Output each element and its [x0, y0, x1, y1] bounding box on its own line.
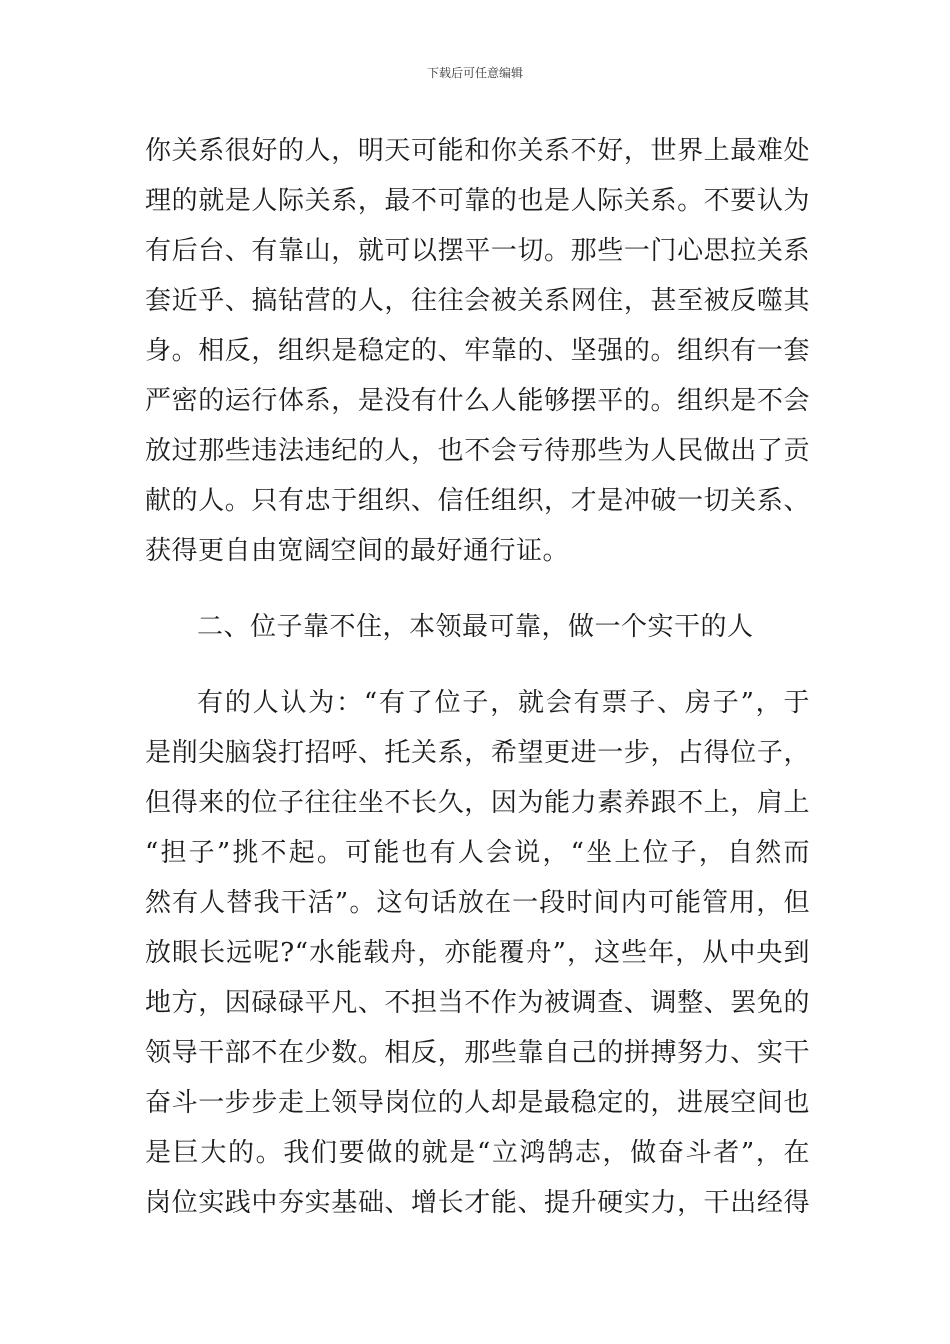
paragraph: [145, 678, 810, 1228]
text-line: 放眼长远呢?“水能载舟，亦能覆舟”，这些年，从中央到: [145, 938, 810, 968]
spacer: [145, 652, 810, 678]
text-line: 奋斗一步步走上领导岗位的人却是最稳定的，进展空间也: [145, 1088, 810, 1118]
text-line: “担子”挑不起。可能也有人会说，“坐上位子，自然而: [145, 838, 810, 868]
text-line: 理的就是人际关系，最不可靠的也是人际关系。不要认为: [145, 186, 810, 216]
text-line: 身。相反，组织是稳定的、牢靠的、坚强的。组织有一套: [145, 336, 810, 366]
text-line: 然有人替我干活”。这句话放在一段时间内可能管用，但: [145, 888, 810, 918]
text-line: 放过那些违法违纪的人，也不会亏待那些为人民做出了贡: [145, 436, 810, 466]
document-body: [145, 126, 810, 1228]
text-line: 是削尖脑袋打招呼、托关系，希望更进一步，占得位子，: [145, 738, 810, 768]
text-line: 严密的运行体系，是没有什么人能够摆平的。组织是不会: [145, 386, 810, 416]
text-line: 献的人。只有忠于组织、信任组织，才是冲破一切关系、: [145, 486, 810, 516]
text-line: 套近乎、搞钻营的人，往往会被关系网住，甚至被反噬其: [145, 286, 810, 316]
text-line: 有的人认为：“有了位子，就会有票子、房子”，于: [197, 688, 810, 718]
paragraph: [145, 126, 810, 576]
text-line: 领导干部不在少数。相反，那些靠自己的拼搏努力、实干: [145, 1038, 810, 1068]
text-line: 获得更自由宽阔空间的最好通行证。: [145, 536, 570, 566]
text-line: 是巨大的。我们要做的就是“立鸿鹄志，做奋斗者”，在: [145, 1138, 810, 1168]
text-line: 但得来的位子往往坐不长久，因为能力素养跟不上，肩上: [145, 788, 810, 818]
text-line: 你关系很好的人，明天可能和你关系不好，世界上最难处: [145, 136, 810, 166]
section-heading: 二、位子靠不住，本领最可靠，做一个实干的人: [197, 612, 754, 642]
spacer: [145, 576, 810, 602]
page-header: 下载后可任意编辑: [426, 66, 523, 80]
text-line: 岗位实践中夯实基础、增长才能、提升硬实力，干出经得: [145, 1188, 810, 1218]
text-line: 地方，因碌碌平凡、不担当不作为被调查、调整、罢免的: [145, 988, 810, 1018]
text-line: 有后台、有靠山，就可以摆平一切。那些一门心思拉关系: [145, 236, 810, 266]
